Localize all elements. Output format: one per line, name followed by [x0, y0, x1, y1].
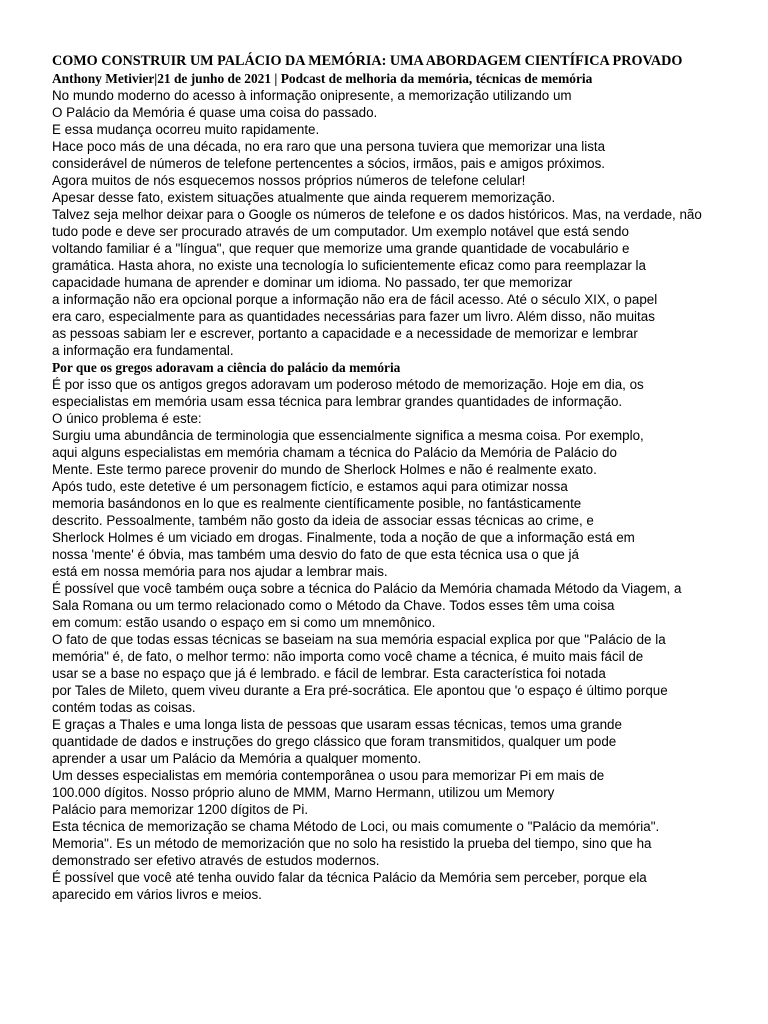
text-line: Esta técnica de memorização se chama Método de Loci, ou mais comumente o "Palácio da memória". — [52, 818, 660, 834]
text-line: descrito. Pessoalmente, também não gosto da ideia de associar essas técnicas ao crime, e — [52, 512, 594, 528]
text-line: quantidade de dados e instruções do grego clássico que foram transmitidos, qualquer um pode — [52, 733, 617, 749]
text-line: Sherlock Holmes é um viciado em drogas. Finalmente, toda a noção de que a informação está em — [52, 529, 635, 545]
text-line: Agora muitos de nós esquecemos nossos próprios números de telefone celular! — [52, 172, 526, 188]
text-line: Sala Romana ou um termo relacionado como o Método da Chave. Todos esses têm uma coisa — [52, 597, 615, 613]
text-line: Palácio para memorizar 1200 dígitos de Pi. — [52, 801, 309, 817]
text-line: aparecido em vários livros e meios. — [52, 886, 262, 902]
section-text — [52, 376, 764, 903]
text-line: tudo pode e deve ser procurado através de um computador. Um exemplo notável que está sendo — [52, 223, 629, 239]
text-line: E graças a Thales e uma longa lista de pessoas que usaram essas técnicas, temos uma grande — [52, 716, 622, 732]
text-line: Talvez seja melhor deixar para o Google os números de telefone e os dados históricos. Mas, na verdade, não — [52, 206, 702, 222]
text-line: Apesar desse fato, existem situações atualmente que ainda requerem memorização. — [52, 189, 556, 205]
text-line: capacidade humana de aprender e dominar um idioma. No passado, ter que memorizar — [52, 274, 573, 290]
text-line: considerável de números de telefone pertencentes a sócios, irmãos, pais e amigos próximos. — [52, 155, 606, 171]
text-line: está em nossa memória para nos ajudar a lembrar mais. — [52, 563, 388, 579]
text-line: contém todas as coisas. — [52, 699, 196, 715]
text-line: É possível que você até tenha ouvido falar da técnica Palácio da Memória sem perceber, porque ela — [52, 869, 647, 885]
text-line: Surgiu uma abundância de terminologia que essencialmente significa a mesma coisa. Por exemplo, — [52, 427, 644, 443]
text-line: gramática. Hasta ahora, no existe una tecnología lo suficientemente eficaz como para reemplazar la — [52, 257, 646, 273]
text-line: a informação não era opcional porque a informação não era de fácil acesso. Até o século XIX, o papel — [52, 291, 658, 307]
text-line: especialistas em memória usam essa técnica para lembrar grandes quantidades de informação. — [52, 393, 623, 409]
text-line: Memoria". Es un método de memorización que no solo ha resistido la prueba del tiempo, sino que ha — [52, 835, 652, 851]
text-line: memória" é, de fato, o melhor termo: não importa como você chame a técnica, é muito mais fácil de — [52, 648, 644, 664]
document-title: COMO CONSTRUIR UM PALÁCIO DA MEMÓRIA: UMA ABORDAGEM CIENTÍFICA PROVADO — [52, 53, 683, 69]
text-line: era caro, especialmente para as quantidades necessárias para fazer um livro. Além disso, não muitas — [52, 308, 655, 324]
text-line: voltando familiar é a "língua", que requer que memorize uma grande quantidade de vocabulário e — [52, 240, 630, 256]
document-page — [52, 53, 764, 903]
text-line: Mente. Este termo parece provenir do mundo de Sherlock Holmes e não é realmente exato. — [52, 461, 597, 477]
text-line: em comum: estão usando o espaço em si como um mnemônico. — [52, 614, 436, 630]
text-line: O único problema é este: — [52, 410, 202, 426]
text-line: memoria basándonos en lo que es realmente científicamente posible, no fantásticamente — [52, 495, 582, 511]
text-line: Hace poco más de una década, no era raro que una persona tuviera que memorizar una lista — [52, 138, 606, 154]
text-line: usar se a base no espaço que já é lembrado. e fácil de lembrar. Esta característica foi notada — [52, 665, 606, 681]
text-line: aqui alguns especialistas em memória chamam a técnica do Palácio da Memória de Palácio do — [52, 444, 617, 460]
text-line: nossa 'mente' é óbvia, mas também uma desvio do fato de que esta técnica usa o que já — [52, 546, 579, 562]
text-line: É possível que você também ouça sobre a técnica do Palácio da Memória chamada Método da Viagem, a — [52, 580, 682, 596]
text-line: No mundo moderno do acesso à informação onipresente, a memorização utilizando um — [52, 87, 572, 103]
text-line: O fato de que todas essas técnicas se baseiam na sua memória espacial explica por que "Palácio de la — [52, 631, 666, 647]
document-byline: Anthony Metivier|21 de junho de 2021 | Podcast de melhoria da memória, técnicas de memória — [52, 70, 593, 86]
text-line: a informação era fundamental. — [52, 342, 234, 358]
text-line: demonstrado ser efetivo através de estudos modernos. — [52, 852, 380, 868]
text-line: 100.000 dígitos. Nosso próprio aluno de MMM, Marno Hermann, utilizou um Memory — [52, 784, 555, 800]
text-line: E essa mudança ocorreu muito rapidamente. — [52, 121, 320, 137]
text-line: por Tales de Mileto, quem viveu durante a Era pré-socrática. Ele apontou que 'o espaço é último porque — [52, 682, 668, 698]
text-line: O Palácio da Memória é quase uma coisa do passado. — [52, 104, 378, 120]
text-line: as pessoas sabiam ler e escrever, portanto a capacidade e a necessidade de memorizar e lembrar — [52, 325, 638, 341]
text-line: Um desses especialistas em memória contemporânea o usou para memorizar Pi em mais de — [52, 767, 605, 783]
text-line: Após tudo, este detetive é um personagem fictício, e estamos aqui para otimizar nossa — [52, 478, 568, 494]
section-heading: Por que os gregos adoravam a ciência do palácio da memória — [52, 359, 401, 375]
text-line: aprender a usar um Palácio da Memória a qualquer momento. — [52, 750, 422, 766]
text-line: É por isso que os antigos gregos adoravam um poderoso método de memorização. Hoje em dia, os — [52, 376, 644, 392]
intro-text — [52, 87, 764, 359]
